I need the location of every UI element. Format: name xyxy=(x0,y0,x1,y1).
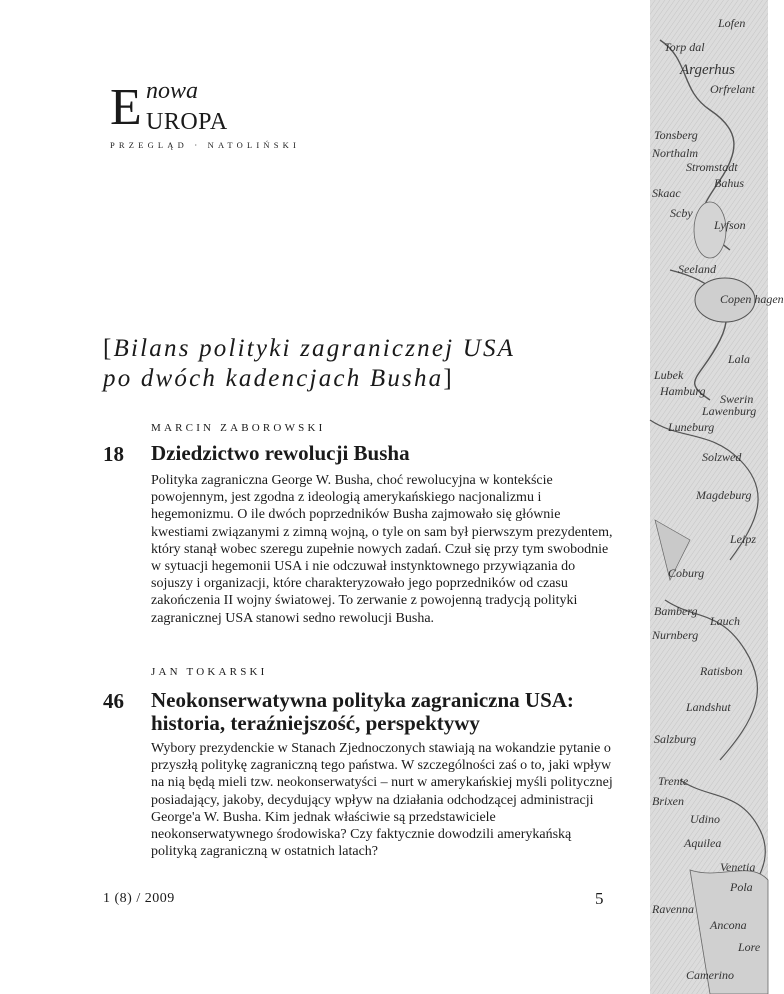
bracket-open: [ xyxy=(103,335,114,362)
article-page-number: 46 xyxy=(103,689,124,713)
map-label: Bamberg xyxy=(654,604,698,618)
map-label: Bahus xyxy=(714,176,744,190)
map-label: Northalm xyxy=(652,146,699,160)
page-number: 5 xyxy=(595,889,604,908)
section-title-line-2: po dwóch kadencjach Busha] xyxy=(103,365,454,392)
map-label: Trente xyxy=(658,774,689,788)
map-label: Scby xyxy=(670,206,693,220)
map-label: Venetia xyxy=(720,860,756,874)
map-label: Luneburg xyxy=(668,420,715,434)
logo-letter-e: E xyxy=(110,79,142,136)
article-author: MARCIN ZABOROWSKI xyxy=(151,422,326,434)
article-title[interactable] xyxy=(151,689,621,735)
map-label: Brixen xyxy=(652,794,684,808)
map-label: Ratisbon xyxy=(700,664,743,678)
article-title-line-1: Neokonserwatywna polityka zagraniczna USA: xyxy=(151,688,574,712)
map-label: Lala xyxy=(728,352,751,366)
map-label: Leipz xyxy=(730,532,757,546)
map-label: Lofen xyxy=(718,16,746,30)
map-label: Udino xyxy=(690,812,720,826)
article-page-number: 18 xyxy=(103,442,124,466)
map-label: Ancona xyxy=(710,918,747,932)
logo-nowa: nowa xyxy=(146,78,199,104)
map-label: Salzburg xyxy=(654,732,697,746)
map-label: Magdeburg xyxy=(696,488,752,502)
section-title-line-1: [Bilans polityki zagranicznej USA xyxy=(103,335,516,362)
logo-subtitle: PRZEGLĄD · NATOLIŃSKI xyxy=(110,140,301,150)
map-label: Lawenburg xyxy=(702,404,757,418)
map-label: Stromstadt xyxy=(686,160,738,174)
map-label: Aquilea xyxy=(684,836,722,850)
map-label: Lore xyxy=(738,940,761,954)
map-label: Lubek xyxy=(654,368,684,382)
map-label: Swerin xyxy=(720,392,754,406)
map-label: Seeland xyxy=(678,262,716,276)
article-entry[interactable] xyxy=(103,662,623,887)
article-author: JAN TOKARSKI xyxy=(151,666,268,678)
logo-uropa: uropa xyxy=(146,100,228,137)
map-label: Orfrelant xyxy=(710,82,755,96)
article-abstract: Polityka zagraniczna George W. Busha, choć rewolucyjna w kontekście powojennym, jest zgodna z ideologią amerykańskiego nacjonalizmu i hegemonizmu. O ile dwóch poprzedników Busha zajmowało się głównie kwestiami związanymi z zimną wojną, o tyle on sam był pierwszym prezydentem, który stanął wobec szeregu zupełnie nowych zadań. Czuł się przy tym swobodnie w sytuacji hegemonii USA i nie odczuwał instynktownego przywiązania do sojuszy i organizacji, które charakteryzowało jego poprzedników od czasu zakończenia II wojny światowej. To zerwanie z powojenną tradycją polityki zagranicznej USA stanowi sedno rewolucji Busha. xyxy=(151,473,613,626)
map-label: Copen hagen xyxy=(720,292,784,306)
journal-logo xyxy=(110,78,330,158)
map-label: Landshut xyxy=(686,700,731,714)
map-label: Nurnberg xyxy=(652,628,699,642)
map-label: Pola xyxy=(730,880,753,894)
article-entry[interactable] xyxy=(103,418,623,658)
map-label: Tonsberg xyxy=(654,128,698,142)
map-label: Argerhus xyxy=(680,62,736,78)
map-label: Skaac xyxy=(652,186,681,200)
section-title xyxy=(103,334,623,394)
map-label: Lauch xyxy=(710,614,740,628)
map-label: Camerino xyxy=(686,968,734,982)
article-title-line-2: historia, teraźniejszość, perspektywy xyxy=(151,711,480,735)
decorative-map-strip xyxy=(650,0,784,994)
article-abstract: Wybory prezydenckie w Stanach Zjednoczonych stawiają na wokandzie pytanie o przyszłą politykę zagraniczną tego państwa. W szczególności zaś o to, jaki wpływ na nią będą mieli tzw. neokonserwatyści – nurt w amerykańskiej myśli politycznej posiadający, jakoby, decydujący wpływ na działania odchodzącej administracji George'a W. Busha. Kim jednak właściwie są przedstawiciele neokonserwatywnego środowiska? Czy faktycznie dowodzili amerykańską polityką zagraniczną w ostatnich latach? xyxy=(151,741,613,860)
map-label: Lyfson xyxy=(714,218,746,232)
map-label: Coburg xyxy=(668,566,705,580)
issue-number: 1 (8) / 2009 xyxy=(103,891,175,906)
map-label: Torp dal xyxy=(664,40,705,54)
map-label: Solzwed xyxy=(702,450,742,464)
bracket-close: ] xyxy=(443,365,454,392)
article-title[interactable]: Dziedzictwo rewolucji Busha xyxy=(151,441,410,465)
map-label: Ravenna xyxy=(652,902,694,916)
map-label: Hamburg xyxy=(660,384,706,398)
